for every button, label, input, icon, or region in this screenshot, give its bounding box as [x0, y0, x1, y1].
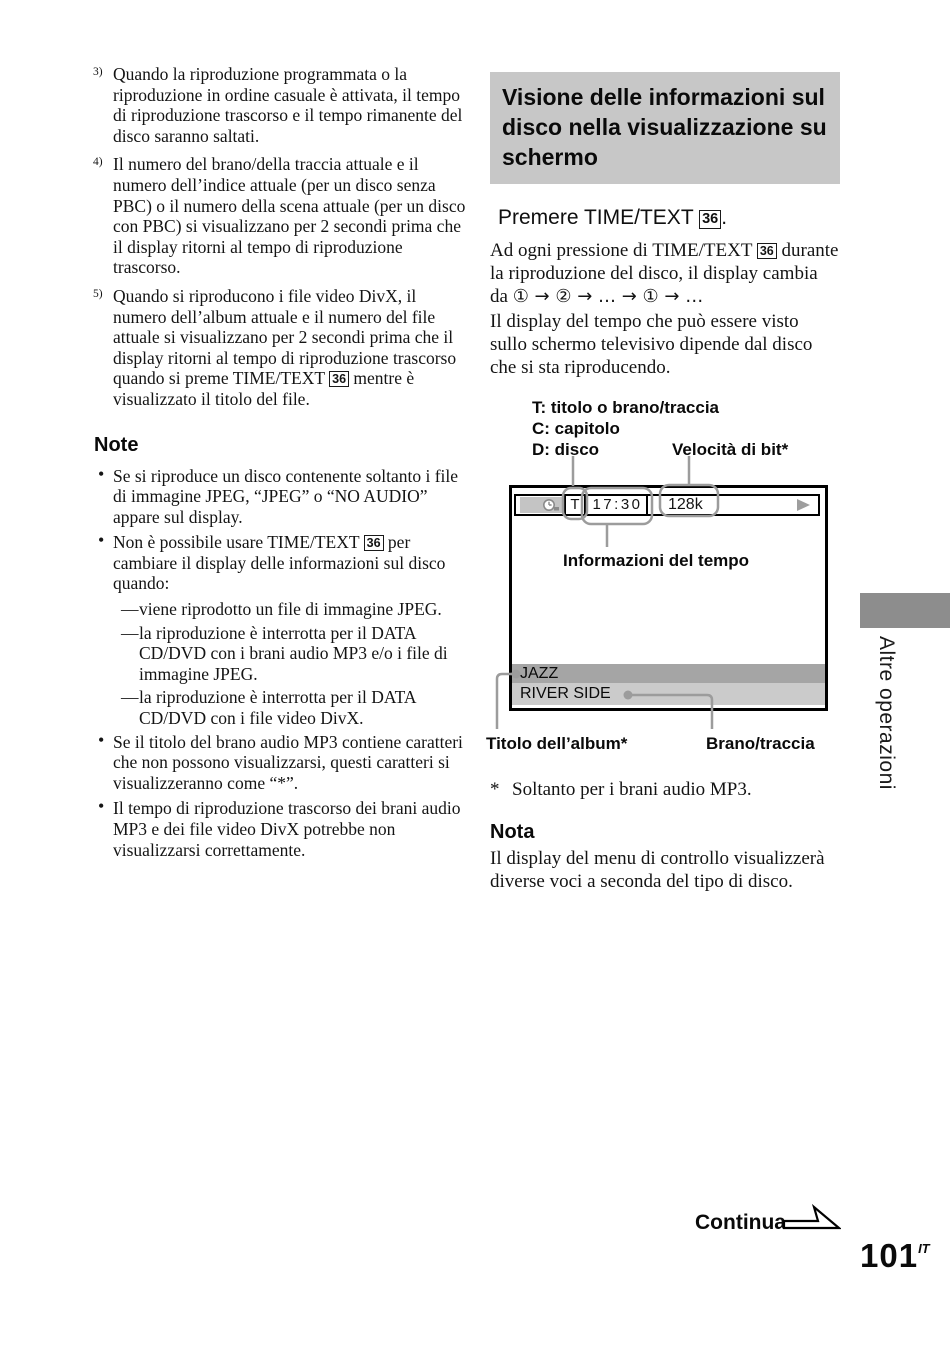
bullet-icon: •: [98, 796, 105, 817]
section-title-line: Visione delle informazioni sul: [502, 84, 825, 110]
time-text-key-36: 36: [329, 371, 349, 387]
dash-icon: —: [121, 599, 139, 620]
bullet-icon: •: [98, 463, 105, 484]
nota-heading: Nota: [490, 821, 535, 843]
bullet-text: Il tempo di riproduzione trascorso dei brani audio MP3 e dei file video DivX potrebbe non visualizzarsi correttamente.: [113, 798, 461, 860]
legend-title-label: T: titolo o brano/traccia: [532, 398, 720, 417]
asterisk-marker: *: [490, 779, 500, 800]
type-indicator-box: T: [564, 494, 586, 516]
legend-chapter-label: C: capitolo: [532, 419, 620, 438]
step-text: .: [721, 206, 728, 229]
dash-icon: —: [121, 622, 139, 643]
note-sub-item: [121, 622, 474, 685]
footnote-4: [93, 154, 474, 278]
footnote-text: Quando la riproduzione programmata o la riproduzione in ordine casuale è attivata, il tempo di riproduzione trascorso e il tempo rimanente del disco saranno saltati.: [113, 64, 463, 146]
time-text-key-36: 36: [699, 210, 721, 229]
time-display-box: 17:30: [585, 494, 648, 516]
note-sub-item: [121, 599, 474, 620]
note-bullet: [98, 463, 474, 528]
page-region: IT: [918, 1241, 930, 1256]
footnote-text: Quando si riproducono i file video DivX, il numero dell’album attuale e il numero del file attuale si visualizzano per 2 secondi prima che il display ritorni al tempo di riproduzione trascorso quando si preme TIME/TEXT: [113, 285, 457, 389]
bullet-text: Se il titolo del brano audio MP3 contiene caratteri che non possono visualizzarsi, questi caratteri si visualizzeranno come “*”.: [113, 731, 463, 793]
footnote-marker: 5): [93, 287, 103, 300]
left-column: [94, 64, 474, 865]
sub-item-text: la riproduzione è interrotta per il DATA CD/DVD con i brani audio MP3 e/o i file di immagine JPEG.: [139, 622, 448, 684]
time-info-label: Informazioni del tempo: [563, 551, 750, 570]
body-paragraph: [490, 239, 840, 308]
album-title-label: Titolo dell’album*: [486, 734, 628, 753]
note-bullet: [98, 530, 474, 594]
section-title-line: schermo: [502, 144, 598, 170]
sub-item-text: viene riprodotto un file di immagine JPEG.: [139, 599, 442, 620]
footnote-marker: 4): [93, 156, 103, 169]
sub-item-text: la riproduzione è interrotta per il DATA CD/DVD con i file video DivX.: [139, 687, 416, 729]
note-bullet: [98, 729, 474, 794]
status-bar: [514, 494, 820, 516]
time-text-key-36: 36: [364, 535, 384, 551]
bullet-text: Se si riproduce un disco contenente soltanto i file di immagine JPEG, “JPEG” o “NO AUDIO” appare sul display.: [113, 465, 459, 527]
legend-disc-label: D: disco: [532, 440, 600, 459]
clock-icon: [542, 497, 562, 513]
step-instruction: [490, 205, 840, 231]
page-number: [860, 1237, 930, 1275]
footnote-marker: 3): [93, 66, 103, 78]
footnote-text: Il numero del brano/della traccia attuale e il numero dell’indice attuale (per un disco senza PBC) o il numero della scena attuale (per un disco con PBC) si visualizzano per 2 secondi prima che il display ritorni al tempo di riproduzione trascorso.: [113, 154, 466, 278]
paragraph-text: Ad ogni pressione di TIME/TEXT: [490, 240, 757, 261]
bitrate-value: 128k: [668, 496, 703, 513]
section-title-line: disco nella visualizzazione su: [502, 114, 827, 140]
page-number-value: 101: [860, 1237, 919, 1274]
continued-label: Continua: [695, 1211, 786, 1234]
bullet-icon: •: [98, 530, 105, 551]
note-heading: Note: [94, 433, 139, 456]
footnote-text: mentre è visualizzato il titolo del file.: [113, 368, 415, 409]
time-icon-segment: [520, 497, 565, 513]
nota-text: Il display del menu di controllo visualizzerà diverse voci a seconda del tipo di disco.: [490, 848, 825, 892]
track-row: RIVER SIDE: [512, 683, 825, 705]
continue-arrow-icon: [783, 1202, 841, 1236]
step-text: Premere TIME/TEXT: [498, 206, 700, 229]
display-cycle-sequence: ① → ② → … → ① → …: [512, 286, 704, 307]
body-paragraph: Il display del tempo che può essere visto sullo schermo televisivo dipende dal disco che si sta riproducendo.: [490, 311, 813, 378]
note-sub-item: [121, 687, 474, 729]
play-icon: [797, 499, 810, 511]
section-title: [490, 72, 840, 184]
bullet-text: per cambiare il display delle informazioni sul disco quando:: [113, 532, 446, 594]
note-bullet: [98, 796, 474, 860]
bullet-icon: •: [98, 729, 105, 750]
right-column: [486, 72, 840, 893]
footnote-5: [93, 285, 474, 410]
asterisk-text: Soltanto per i brani audio MP3.: [512, 779, 752, 800]
track-label: Brano/traccia: [706, 734, 815, 753]
asterisk-footnote: [490, 778, 840, 801]
osd-diagram: [486, 389, 840, 761]
album-row: JAZZ: [512, 664, 825, 683]
chapter-tab: [860, 593, 950, 628]
bullet-text: Non è possibile usare TIME/TEXT: [113, 532, 364, 553]
chapter-label: Altre operazioni: [875, 636, 898, 790]
tv-screen-frame: [509, 485, 828, 711]
dash-icon: —: [121, 687, 139, 708]
footnote-3: [93, 64, 474, 146]
bitrate-label: Velocità di bit*: [672, 440, 789, 459]
time-text-key-36: 36: [757, 243, 777, 259]
paragraph-text: durante la riproduzione del disco, il display cambia da: [490, 240, 839, 307]
